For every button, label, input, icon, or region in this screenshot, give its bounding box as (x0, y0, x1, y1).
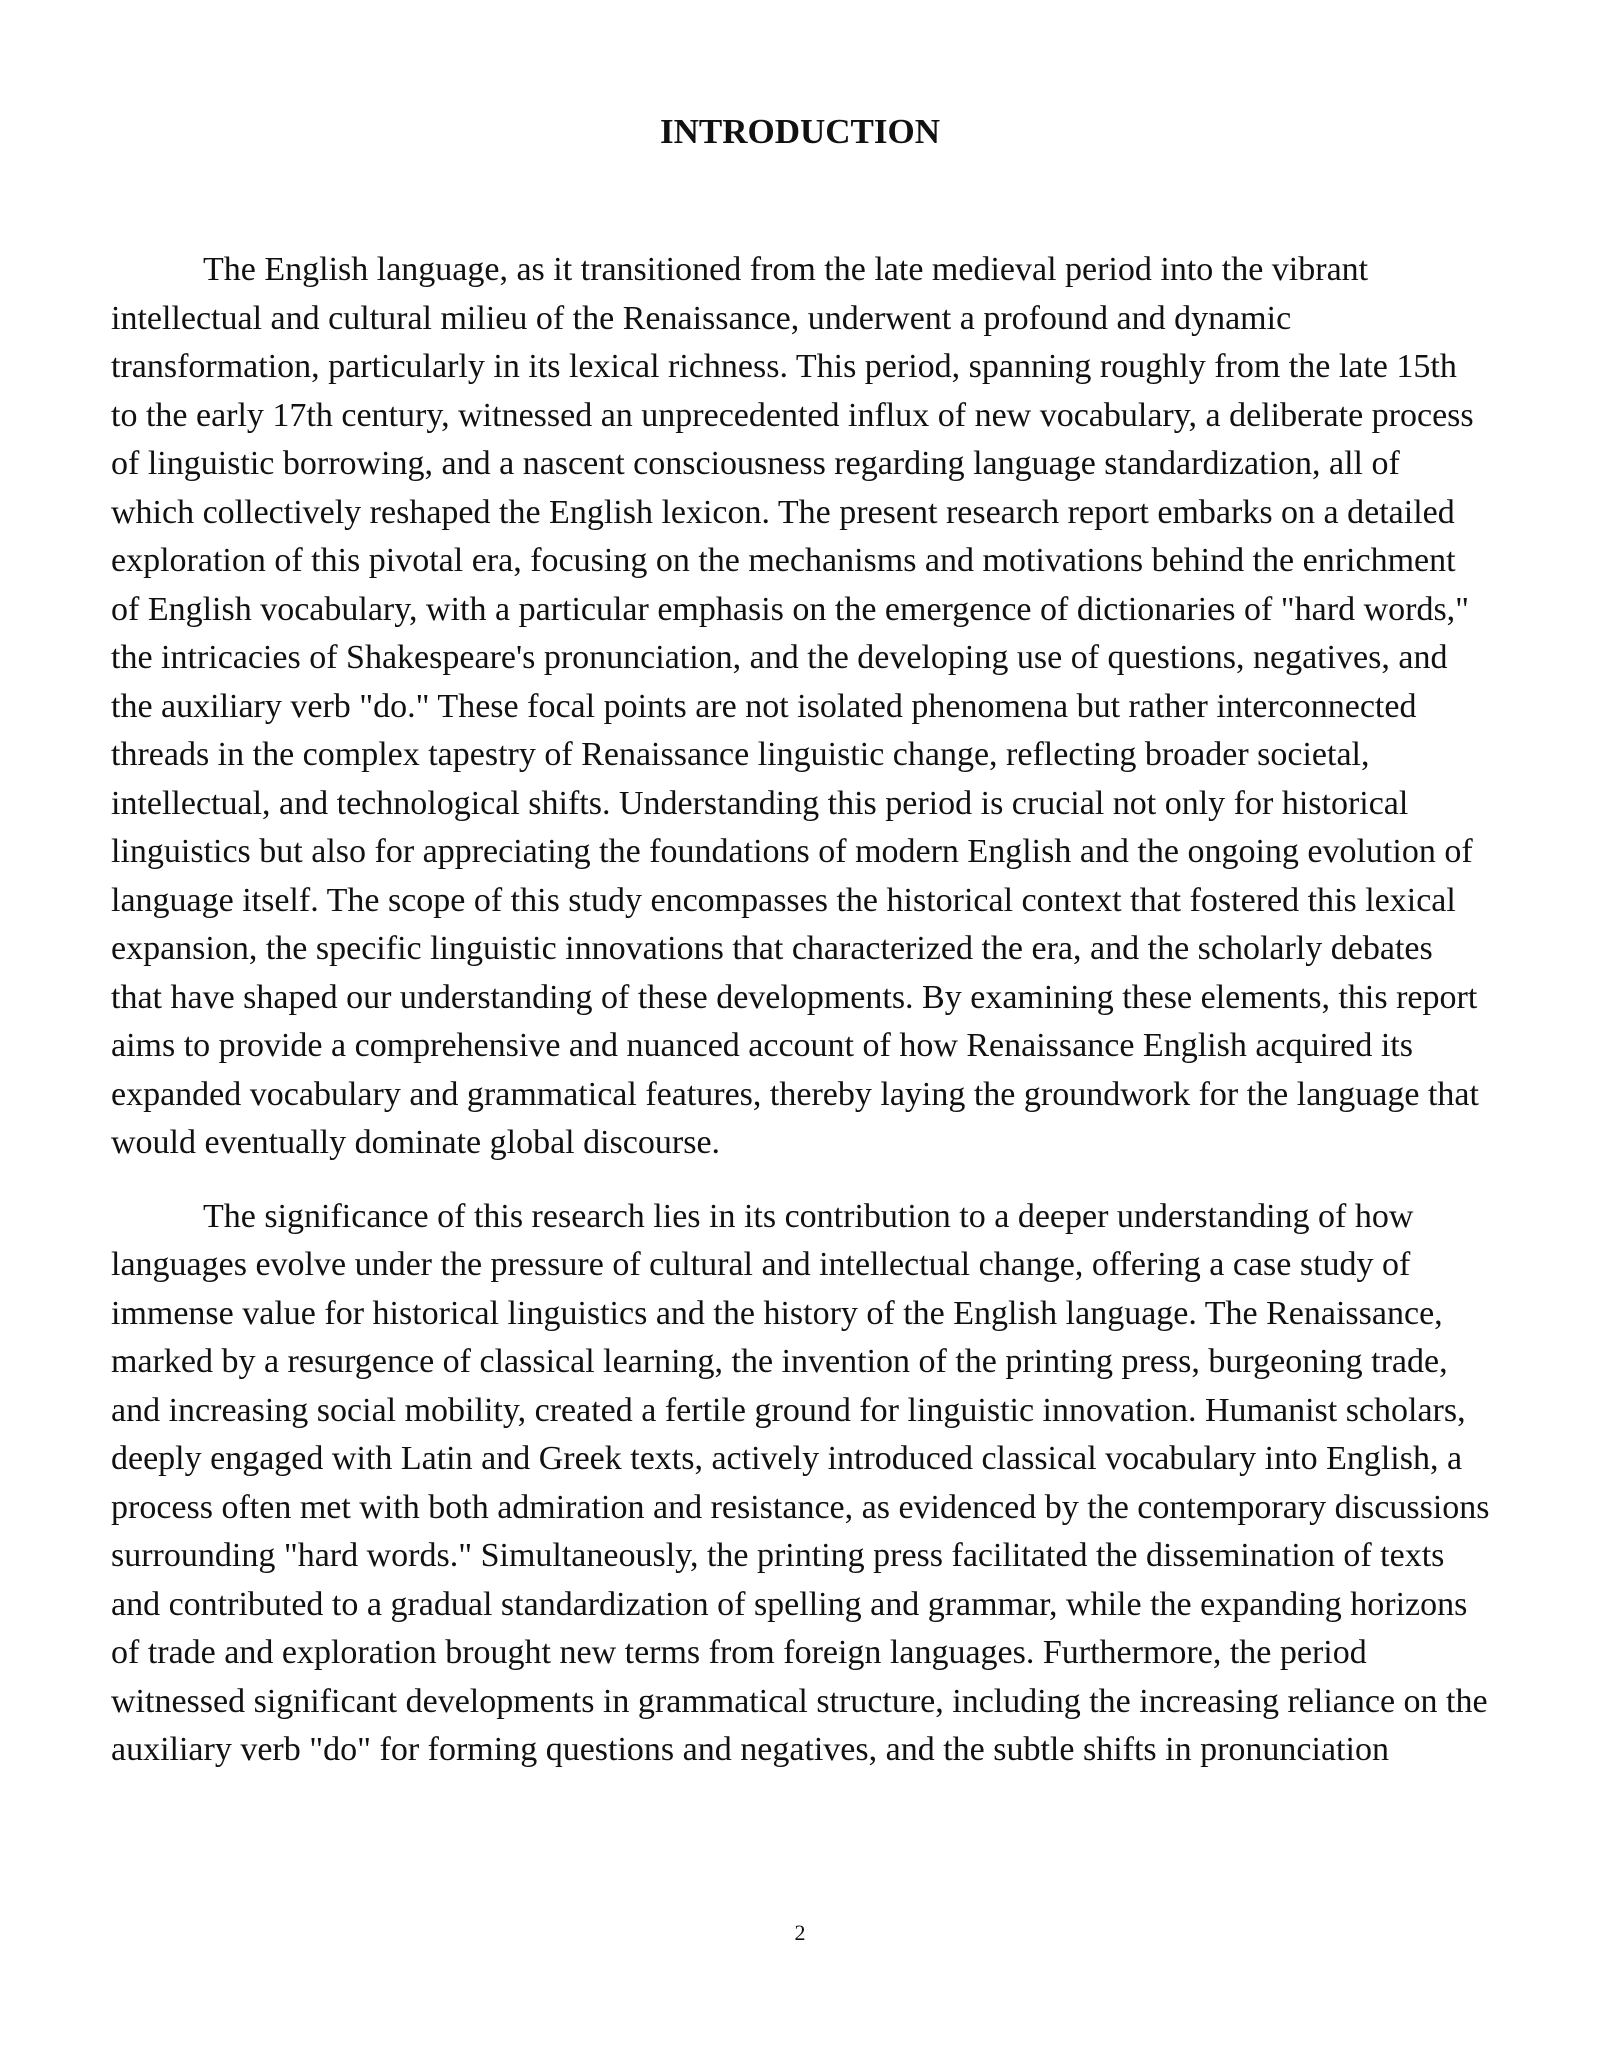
section-heading: INTRODUCTION (659, 112, 941, 151)
paragraph: The significance of this research lies in its contribution to a deeper understanding of how languages evolve under the pressure of cultural and intellectual change, offering a case study of immense value for historical linguistics and the history of the English language. The Renaissance, marked by a resurgence of classical learning, the invention of the printing press, burgeoning trade, and increasing social mobility, created a fertile ground for linguistic innovation. Humanist scholars, deeply engaged with Latin and Greek texts, actively introduced classical vocabulary into English, a process often met with both admiration and resistance, as evidenced by the contemporary discussions surrounding "hard words." Simultaneously, the printing press facilitated the dissemination of texts and contributed to a gradual standardization of spelling and grammar, while the expanding horizons of trade and exploration brought new terms from foreign languages. Furthermore, the period witnessed significant developments in grammatical structure, including the increasing reliance on the auxiliary verb "do" for forming questions and negatives, and the subtle shifts in pronunciation (111, 1197, 1490, 1768)
body-text (111, 246, 1491, 1800)
page-number: 2 (794, 1920, 806, 1945)
paragraph: The English language, as it transitioned from the late medieval period into the vibrant intellectual and cultural milieu of the Renaissance, underwent a profound and dynamic transformation, particularly in its lexical richness. This period, spanning roughly from the late 15th to the early 17th century, witnessed an unprecedented influx of new vocabulary, a deliberate process of linguistic borrowing, and a nascent consciousness regarding language standardization, all of which collectively reshaped the English lexicon. The present research report embarks on a detailed exploration of this pivotal era, focusing on the mechanisms and motivations behind the enrichment of English vocabulary, with a particular emphasis on the emergence of dictionaries of "hard words," the intricacies of Shakespeare's pronunciation, and the developing use of questions, negatives, and the auxiliary verb "do." These focal points are not isolated phenomena but rather interconnected threads in the complex tapestry of Renaissance linguistic change, reflecting broader societal, intellectual, and technological shifts. Understanding this period is crucial not only for historical linguistics but also for appreciating the foundations of modern English and the ongoing evolution of language itself. The scope of this study encompasses the historical context that fostered this lexical expansion, the specific linguistic innovations that characterized the era, and the scholarly debates that have shaped our understanding of these developments. By examining these elements, this report aims to provide a comprehensive and nuanced account of how Renaissance English acquired its expanded vocabulary and grammatical features, thereby laying the groundwork for the language that would eventually dominate global discourse. (111, 251, 1479, 1161)
